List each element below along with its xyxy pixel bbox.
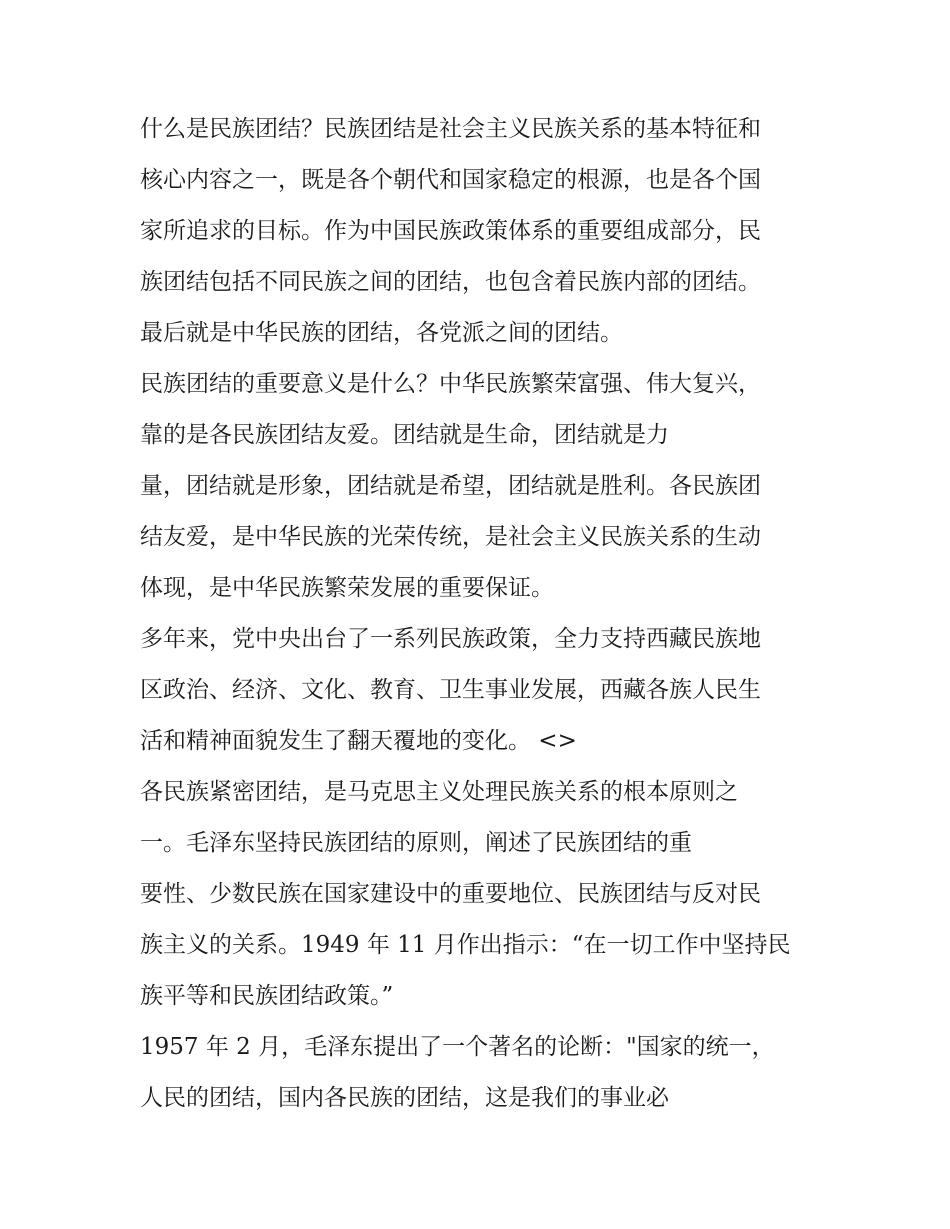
text-line: 族团结包括不同民族之间的团结，也包含着民族内部的团结。 <box>140 269 761 295</box>
text-line: 量，团结就是形象，团结就是希望，团结就是胜利。各民族团 <box>140 473 761 499</box>
text-line: 族主义的关系。1949 年 11 月作出指示：“在一切工作中坚持民 <box>140 932 791 958</box>
text-line: 什么是民族团结？民族团结是社会主义民族关系的基本特征和 <box>140 116 761 142</box>
text-line: 最后就是中华民族的团结，各党派之间的团结。 <box>140 320 623 346</box>
document-body <box>140 104 830 1124</box>
text-line: 一。毛泽东坚持民族团结的原则，阐述了民族团结的重 <box>140 830 692 856</box>
text-line: 家所追求的目标。作为中国民族政策体系的重要组成部分，民 <box>140 218 761 244</box>
text-line: 核心内容之一，既是各个朝代和国家稳定的根源，也是各个国 <box>140 167 761 193</box>
text-line: 结友爱，是中华民族的光荣传统，是社会主义民族关系的生动 <box>140 524 761 550</box>
text-line: 各民族紧密团结，是马克思主义处理民族关系的根本原则之 <box>140 779 738 805</box>
text-line: 区政治、经济、文化、教育、卫生事业发展，西藏各族人民生 <box>140 677 761 703</box>
text-line: 1957 年 2 月，毛泽东提出了一个著名的论断："国家的统一， <box>140 1034 775 1060</box>
text-line: 人民的团结，国内各民族的团结，这是我们的事业必 <box>140 1085 669 1111</box>
text-line: 要性、少数民族在国家建设中的重要地位、民族团结与反对民 <box>140 881 761 907</box>
text-line: 靠的是各民族团结友爱。团结就是生命，团结就是力 <box>140 422 669 448</box>
text-line: 族平等和民族团结政策。” <box>140 983 394 1009</box>
text-line: 民族团结的重要意义是什么？中华民族繁荣富强、伟大复兴， <box>140 371 761 397</box>
text-line: 体现，是中华民族繁荣发展的重要保证。 <box>140 575 554 601</box>
text-line: 活和精神面貌发生了翻天覆地的变化。 <> <box>140 728 577 754</box>
text-line: 多年来，党中央出台了一系列民族政策，全力支持西藏民族地 <box>140 626 761 652</box>
